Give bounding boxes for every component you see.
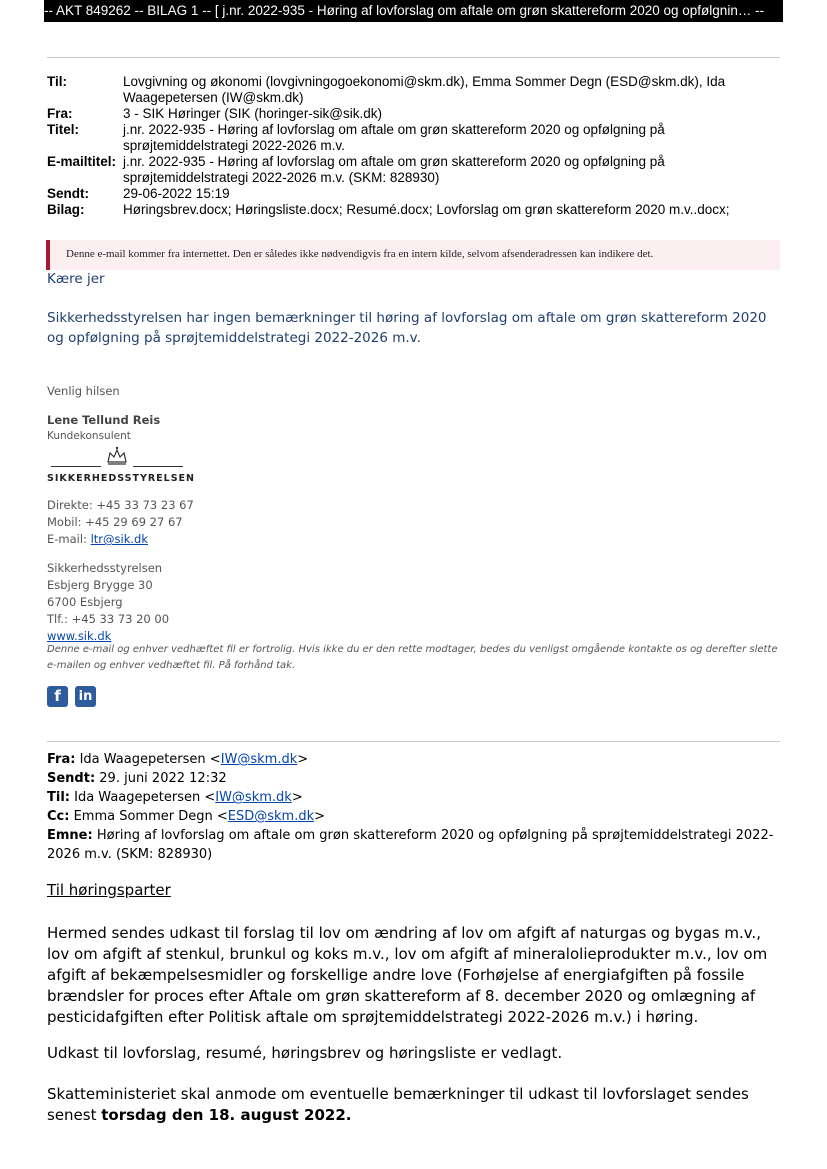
address-block	[47, 560, 169, 645]
email-line: E-mail: ltr@sik.dk	[47, 532, 148, 546]
website-link[interactable]: www.sik.dk	[47, 629, 112, 643]
disclaimer: Denne e-mail og enhver vedhæftet fil er fortrolig. Hvis ikke du er den rette modtager, bedes du venligst omgående kontakte os og derefter slette e-mailen og enhver vedhæftet fil. På forhånd tak.	[47, 644, 778, 671]
fwd-subject-line: Emne: Høring af lovforslag om aftale om grøn skattereform 2020 og opfølgning på sprøjtemiddelstrategi 2022-2026 m.v. (SKM: 828930)	[47, 828, 774, 862]
fwd-cc-link[interactable]: ESD@skm.dk	[227, 809, 315, 824]
sikkerhedsstyrelsen-logo	[47, 444, 195, 486]
mobile-phone: Mobil: +45 29 69 27 67	[47, 515, 183, 529]
forwarded-header	[47, 750, 782, 864]
deadline: torsdag den 18. august 2022.	[101, 1106, 352, 1124]
warning-text: Denne e-mail kommer fra internettet. Den er således ikke nødvendigvis fra en intern kilde, selvom afsenderadressen kan indikere det.	[66, 248, 654, 260]
facebook-icon[interactable]: f	[47, 686, 68, 707]
city: 6700 Esbjerg	[47, 595, 123, 609]
closing: Venlig hilsen	[47, 384, 120, 398]
external-mail-warning	[46, 240, 780, 270]
email-title-value: j.nr. 2022-935 - Høring af lovforslag om aftale om grøn skattereform 2020 og opfølgning på sprøjtemiddelstrategi 2022-2026 m.v. (SKM: 828930)	[123, 154, 665, 185]
org-name: Sikkerhedsstyrelsen	[47, 561, 163, 575]
body-heading: Til høringsparter	[47, 881, 171, 899]
fwd-to-line: Til: Ida Waagepetersen <IW@skm.dk>	[47, 790, 303, 805]
body-paragraph-3: Skatteministeriet skal anmode om eventuelle bemærkninger til udkast til lovforslaget sendes senest torsdag den 18. august 2022.	[47, 1085, 749, 1124]
fwd-from-line: Fra: Ida Waagepetersen <IW@skm.dk>	[47, 752, 309, 767]
divider	[47, 57, 780, 58]
to-value: Lovgivning og økonomi (lovgivningogoekonomi@skm.dk), Emma Sommer Degn (ESD@skm.dk), Ida Waagepetersen (IW@skm.dk)	[123, 74, 726, 105]
street: Esbjerg Brygge 30	[47, 578, 153, 592]
linkedin-icon[interactable]: in	[75, 686, 96, 707]
document-header-text: -- AKT 849262 -- BILAG 1 -- [ j.nr. 2022-935 - Høring af lovforslag om aftale om grøn skattereform 2020 og opfølgnin… --	[44, 3, 765, 18]
greeting: Kære jer	[47, 271, 105, 287]
sent-label: Sendt:	[47, 186, 89, 201]
attachments-value: Høringsbrev.docx; Høringsliste.docx; Resumé.docx; Lovforslag om grøn skattereform 2020 m.v..docx;	[123, 202, 730, 217]
title-value: j.nr. 2022-935 - Høring af lovforslag om aftale om grøn skattereform 2020 og opfølgning på sprøjtemiddelstrategi 2022-2026 m.v.	[123, 122, 665, 153]
email-header-table	[47, 74, 780, 218]
divider	[47, 741, 780, 742]
sender-name: Lene Tellund Reis	[47, 413, 161, 427]
from-value: 3 - SIK Høringer (SIK (horinger-sik@sik.dk)	[123, 106, 383, 121]
fwd-to-link[interactable]: IW@skm.dk	[215, 790, 292, 805]
fwd-from-link[interactable]: IW@skm.dk	[220, 752, 298, 767]
sent-value: 29-06-2022 15:19	[123, 186, 230, 201]
email-link[interactable]: ltr@sik.dk	[90, 532, 148, 546]
logo-text: SIKKERHEDSSTYRELSEN	[47, 473, 195, 484]
direct-phone: Direkte: +45 33 73 23 67	[47, 498, 194, 512]
sender-role: Kundekonsulent	[47, 430, 131, 442]
attachments-label: Bilag:	[47, 202, 85, 217]
fwd-cc-line: Cc: Emma Sommer Degn <ESD@skm.dk>	[47, 809, 326, 824]
body-paragraph-2: Udkast til lovforslag, resumé, høringsbrev og høringsliste er vedlagt.	[47, 1044, 563, 1062]
reply-message: Sikkerhedsstyrelsen har ingen bemærkninger til høring af lovforslag om aftale om grøn skattereform 2020 og opfølgning på sprøjtemiddelstrategi 2022-2026 m.v.	[47, 310, 767, 346]
from-label: Fra:	[47, 106, 73, 121]
title-label: Titel:	[47, 122, 80, 137]
crown-icon	[105, 446, 129, 466]
email-title-label: E-mailtitel:	[47, 154, 117, 169]
to-label: Til:	[47, 74, 67, 89]
contact-block	[47, 497, 194, 548]
body-paragraph-1: Hermed sendes udkast til forslag til lov om ændring af lov om afgift af naturgas og bygas m.v., lov om afgift af stenkul, brunkul og koks m.v., lov om afgift af mineralolieprodukter m.v., lov om afgift af bekæmpelsesmidler og forskellige andre love (Forhøjelse af energiafgiften på fossile brændsler for proces efter Aftale om grøn skattereform af 8. december 2020 og omlægning af pesticidafgiften efter Politisk aftale om sprøjtemiddelstrategi 2022-2026 m.v.) i høring.	[47, 924, 768, 1026]
fwd-sent-line: Sendt: 29. juni 2022 12:32	[47, 771, 227, 786]
document-header-bar	[44, 0, 783, 22]
phone: Tlf.: +45 33 73 20 00	[47, 612, 170, 626]
